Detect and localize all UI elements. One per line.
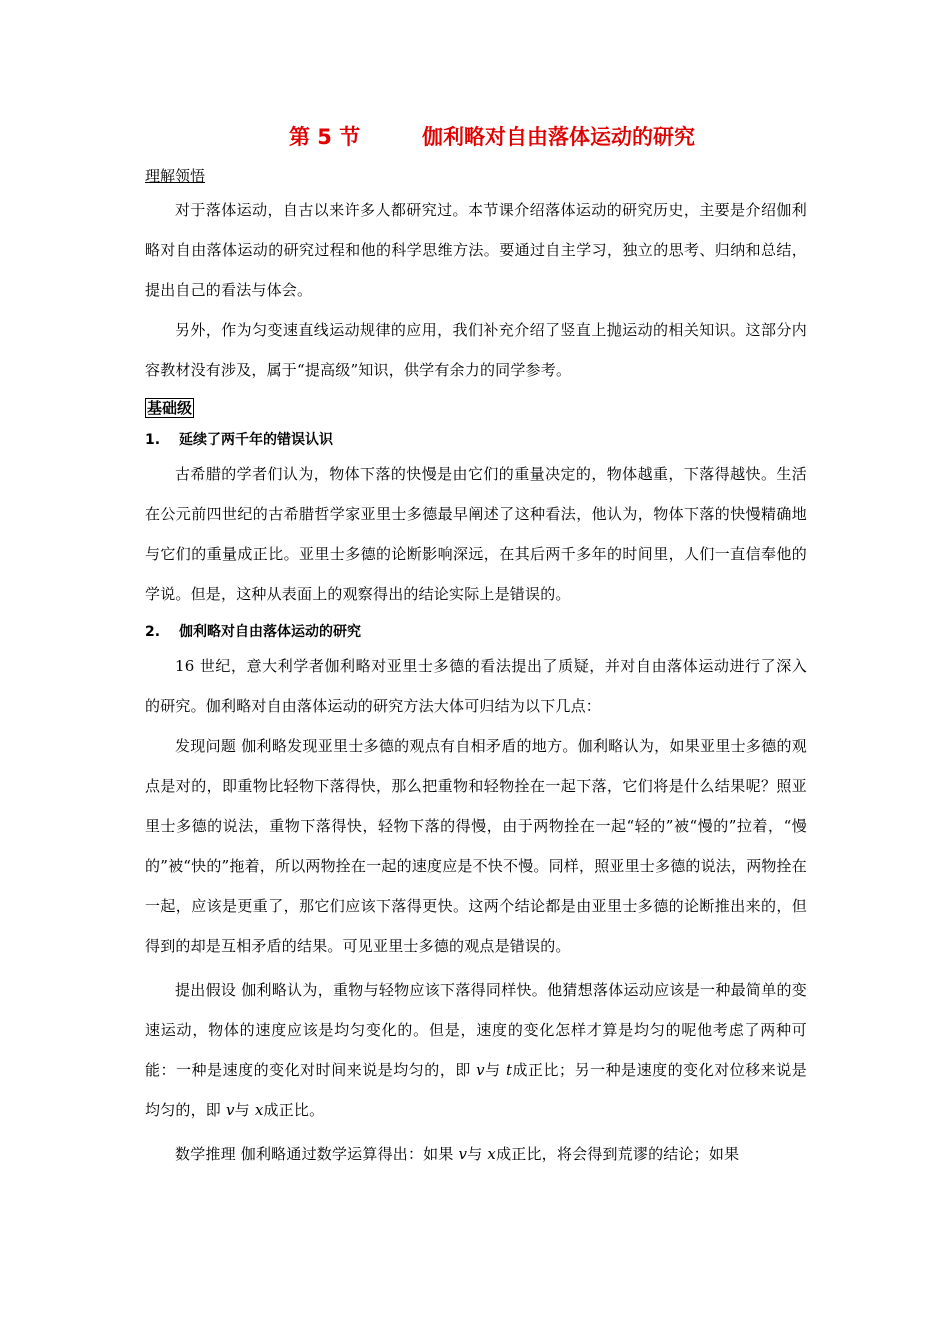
- section-heading-text: 伽利略对自由落体运动的研究: [179, 624, 361, 640]
- reasoning-text: 与: [467, 1145, 488, 1163]
- document-page: [145, 112, 807, 1174]
- section-number: 第 5 节: [289, 125, 361, 149]
- understanding-heading: 理解领悟: [145, 167, 206, 185]
- section-1-paragraph: 古希腊的学者们认为，物体下落的快慢是由它们的重量决定的，物体越重，下落得越快。生活在公元前四世纪的古希腊哲学家亚里士多德最早阐述了这种看法，他认为，物体下落的快慢精确地与它们的重量成正比。亚里士多德的论断影响深远，在其后两千多年的时间里，人们一直信奉他的学说。但是，这种从表面上的观察得出的结论实际上是错误的。: [145, 465, 807, 603]
- hypothesis-text: 成正比；另一种是速度的变化对位移来说是均匀的，即: [145, 1061, 808, 1119]
- variable-v: v: [225, 1101, 235, 1119]
- reasoning-paragraph: [145, 1134, 807, 1174]
- section-heading-2: [145, 614, 807, 650]
- intro-paragraph-1: 对于落体运动，自古以来许多人都研究过。本节课介绍落体运动的研究历史，主要是介绍伽利略对自由落体运动的研究过程和他的科学思维方法。要通过自主学习，独立的思考、归纳和总结，提出自己的看法与体会。: [145, 201, 807, 299]
- variable-x: x: [487, 1145, 497, 1163]
- hypothesis-paragraph: [145, 970, 807, 1130]
- section-title: 伽利略对自由落体运动的研究: [422, 125, 695, 149]
- reasoning-text: 成正比，将会得到荒谬的结论；如果: [496, 1145, 740, 1163]
- variable-t: t: [505, 1061, 513, 1079]
- variable-x: x: [254, 1101, 264, 1119]
- hypothesis-text: 成正比。: [263, 1101, 325, 1119]
- section-heading-number: 2.: [145, 624, 161, 640]
- level-label: 基础级: [147, 399, 193, 417]
- variable-v: v: [458, 1145, 468, 1163]
- section-2-paragraph-1: 16 世纪，意大利学者伽利略对亚里士多德的看法提出了质疑，并对自由落体运动进行了深入的研究。伽利略对自由落体运动的研究方法大体可归结为以下几点：: [145, 657, 807, 715]
- variable-v: v: [476, 1061, 485, 1079]
- reasoning-text: 数学推理 伽利略通过数学运算得出：如果: [175, 1145, 459, 1163]
- section-heading-number: 1.: [145, 432, 161, 448]
- intro-paragraph-2: 另外，作为匀变速直线运动规律的应用，我们补充介绍了竖直上抛运动的相关知识。这部分内容教材没有涉及，属于“提高级”知识，供学有余力的同学参考。: [145, 321, 807, 379]
- section-heading-1: [145, 422, 807, 458]
- hypothesis-text: 与: [484, 1061, 506, 1079]
- hypothesis-text: 提出假设 伽利略认为，重物与轻物应该下落得同样快。他猜想落体运动应该是一种最简单的变速运动，物体的速度应该是均匀变化的。但是，速度的变化怎样才算是均匀的呢他考虑了两种可能：一种是速度的变化对时间来说是均匀的，即: [145, 981, 807, 1079]
- section-heading-text: 延续了两千年的错误认识: [179, 432, 333, 448]
- hypothesis-text: 与: [234, 1101, 255, 1119]
- page-title: [145, 112, 807, 162]
- section-2-paragraph-2: 发现问题 伽利略发现亚里士多德的观点有自相矛盾的地方。伽利略认为，如果亚里士多德的观点是对的，即重物比轻物下落得快，那么把重物和轻物拴在一起下落，它们将是什么结果呢？照亚里士多德的说法，重物下落得快，轻物下落的得慢，由于两物拴在一起“轻的”被“慢的”拉着，“慢的”被“快的”拖着，所以两物拴在一起的速度应是不快不慢。同样，照亚里士多德的说法，两物拴在一起，应该是更重了，那它们应该下落得更快。这两个结论都是由亚里士多德的论断推出来的，但得到的却是互相矛盾的结果。可见亚里士多德的观点是错误的。: [145, 737, 808, 955]
